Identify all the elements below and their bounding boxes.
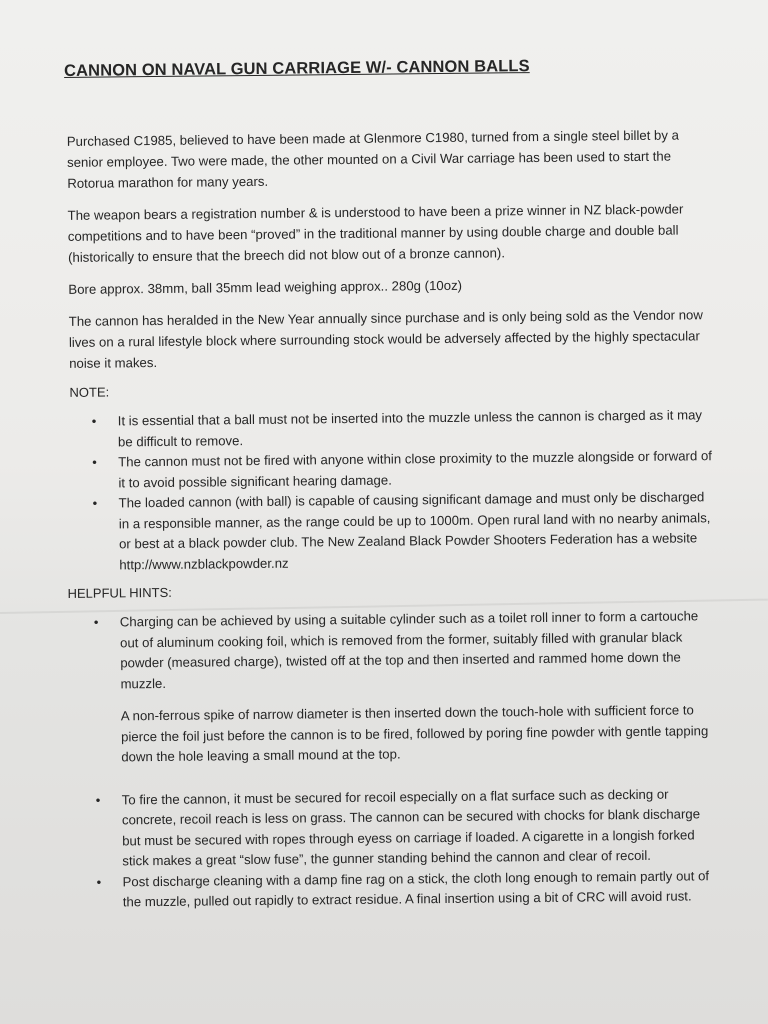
note-item <box>64 446 714 494</box>
note-item <box>65 487 716 576</box>
hint-item <box>66 606 717 695</box>
bullet-icon: • <box>95 792 101 808</box>
helpful-hints-heading: HELPFUL HINTS: <box>67 584 172 601</box>
hint-item-continued: A non-ferrous spike of narrow diameter is then inserted down the touch-hole with sufficient force to pierce the foil just before the cannon is to be fired, followed by poring fine powder with gentle tapping down the hole leaving a small mound at the top. <box>120 702 709 765</box>
hint-item-text: Post discharge cleaning with a damp fine rag on a stick, the cloth long enough to remain partly out of the muzzle, pulled out rapidly to extract residue. A final insertion using a bit of CRC will avoid rust. <box>122 867 710 910</box>
note-list <box>64 405 716 576</box>
note-item <box>64 405 714 453</box>
paragraph-reason-for-sale: The cannon has heralded in the New Year annually since purchase and is only being sold as the Vendor now lives on a rural lifestyle block where surrounding stock would be adversely affected by the highly spectacular noise it makes. <box>68 307 703 371</box>
bullet-icon: • <box>92 454 97 470</box>
hints-list <box>66 606 717 695</box>
hint-item-text: To fire the cannon, it must be secured for recoil especially on a flat surface such as decking or concrete, recoil reach is less on grass. The cannon can be secured with chocks for blank discharge but must be secured with ropes through eyess on carriage if loaded. A cigarette in a longish forked stick makes a great “slow fuse”, the gunner standing behind the cannon and clear of recoil. <box>121 786 701 869</box>
hint-item-text: Charging can be achieved by using a suitable cylinder such as a toilet roll inner to form a cartouche out of aluminum cooking foil, which is removed from the former, suitably filled with granular black powder (measured charge), twisted off at the top and then inserted and rammed home down the muzzle. <box>119 608 699 691</box>
document-title: CANNON ON NAVAL GUN CARRIAGE W/- CANNON BALLS <box>63 57 530 80</box>
hint-item <box>68 866 718 914</box>
paragraph-bore: Bore approx. 38mm, ball 35mm lead weighing approx.. 280g (10oz) <box>68 277 463 297</box>
note-item-text: It is essential that a ball must not be inserted into the muzzle unless the cannon is charged as it may be difficult to remove. <box>117 407 703 449</box>
bullet-icon: • <box>92 495 98 511</box>
bullet-icon: • <box>93 614 99 630</box>
bullet-icon: • <box>91 413 97 429</box>
paragraph-registration: The weapon bears a registration number & is understood to have been a prize winner in NZ black-powder competitions and to have been “proved” in the traditional manner by using double charge and double ball (historically to ensure that the breech did not blow out of a bronze cannon). <box>67 201 684 265</box>
bullet-icon: • <box>96 874 102 890</box>
note-item-text: The loaded cannon (with ball) is capable of causing significant damage and must only be discharged in a responsible manner, as the range could be up to 1000m. Open rural land with no nearby animals, or best at a black powder club. The New Zealand Black Powder Shooters Federation has a website http://www.nzblackpowder.nz <box>118 489 711 572</box>
hints-list-continued <box>68 784 719 914</box>
hint-item <box>68 784 719 873</box>
note-heading: NOTE: <box>69 384 110 400</box>
document-body <box>60 55 719 923</box>
note-item-text: The cannon must not be fired with anyone within close proximity to the muzzle alongside or forward of it to avoid possible significant hearing damage. <box>118 448 712 490</box>
paragraph-history: Purchased C1985, believed to have been made at Glenmore C1980, turned from a single steel billet by a senior employee. Two were made, the other mounted on a Civil War carriage has been used to start the Rotorua marathon for many years. <box>66 127 680 191</box>
